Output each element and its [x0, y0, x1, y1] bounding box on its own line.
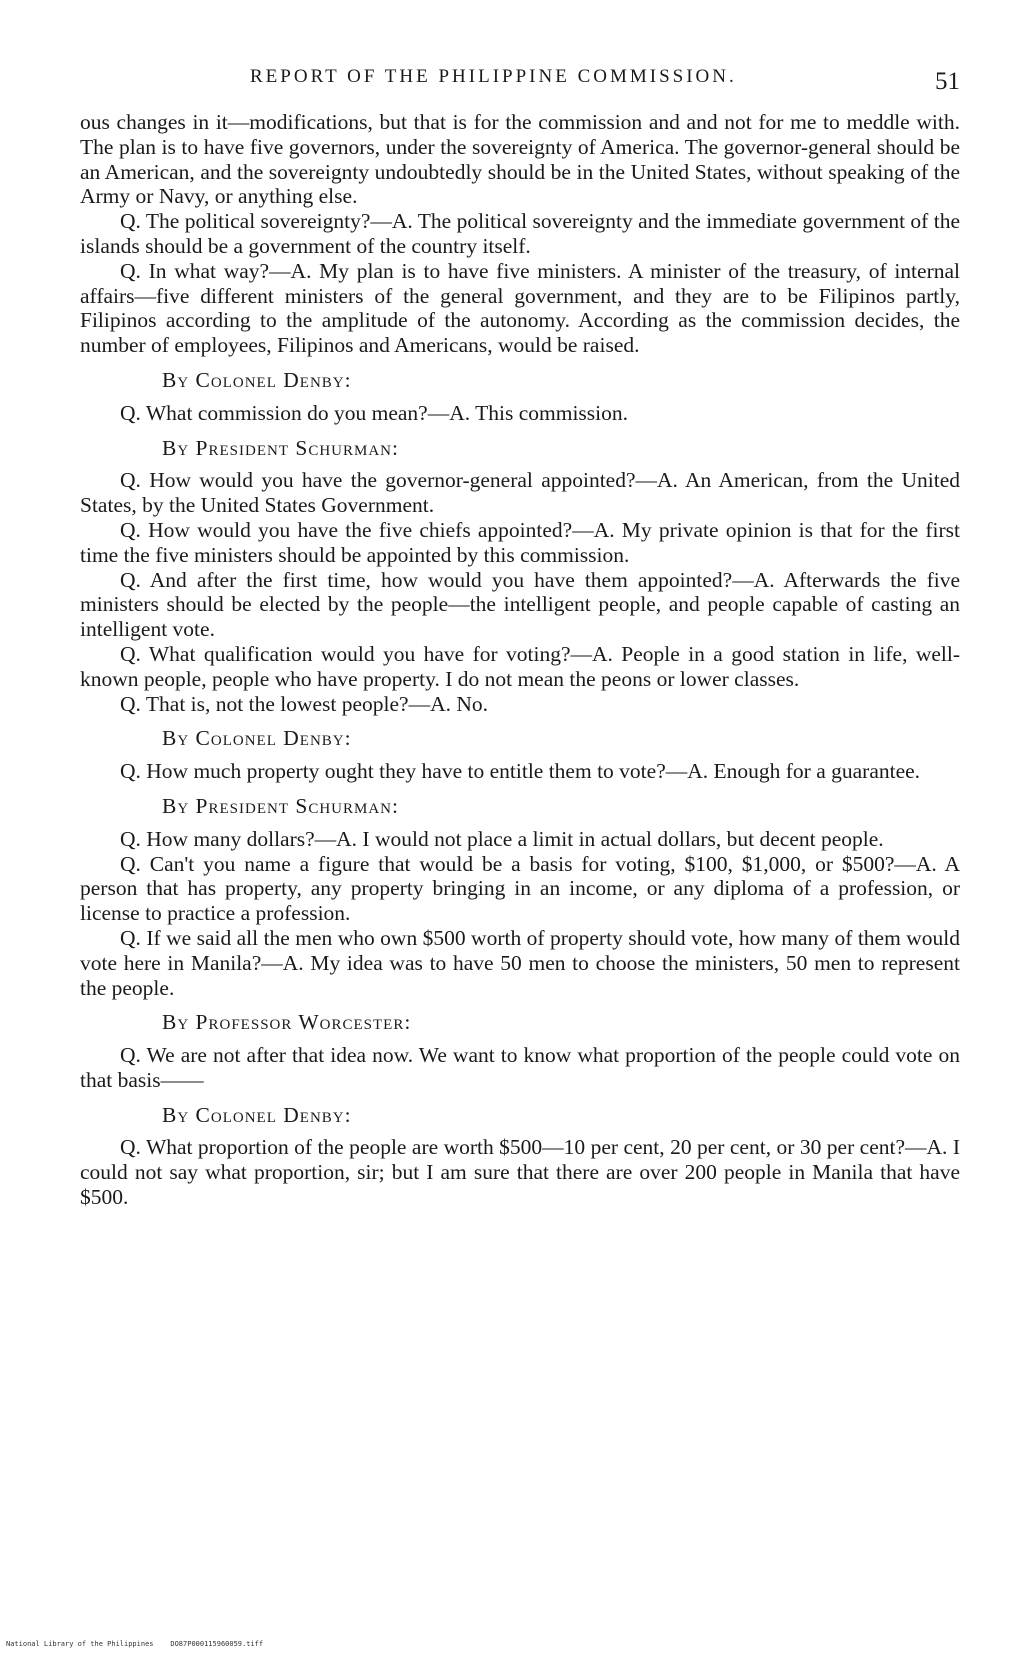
library-credit: National Library of the Philippines	[6, 1640, 154, 1648]
speaker-heading: By Colonel Denby:	[162, 367, 352, 392]
running-title: REPORT OF THE PHILIPPINE COMMISSION.	[250, 66, 737, 87]
question-paragraph: Q. How would you have the five chiefs appointed?—A. My private opinion is that for the first time the five ministers should be appointed by this commission.	[80, 517, 960, 567]
speaker-heading: By Professor Worcester:	[162, 1010, 412, 1035]
question-paragraph: Q. How much property ought they have to entitle them to vote?—A. Enough for a guarantee.	[120, 759, 921, 784]
question-paragraph: Q. How many dollars?—A. I would not place a limit in actual dollars, but decent people.	[120, 826, 884, 851]
question-paragraph: Q. We are not after that idea now. We want to know what proportion of the people could vote on that basis——	[80, 1043, 960, 1092]
speaker-heading: By President Schurman:	[162, 793, 399, 818]
question-paragraph: Q. How would you have the governor-general appointed?—A. An American, from the United States, by the United States Government.	[80, 468, 960, 518]
question-paragraph: Q. What qualification would you have for voting?—A. People in a good station in life, well-known people, people who have property. I do not mean the peons or lower classes.	[80, 641, 960, 691]
page-number: 51	[935, 68, 960, 95]
question-paragraph: Q. In what way?—A. My plan is to have five ministers. A minister of the treasury, of internal affairs—five different ministers of the general government, and they are to be Filipinos partly, Filipinos according to the amplitude of the autonomy. According as the commission decides, the number of employees, Filipinos and Americans, would be raised.	[80, 258, 960, 358]
question-paragraph: Q. Can't you name a figure that would be a basis for voting, $100, $1,000, or $500?—A. A person that has property, any property bringing in an income, or any diploma of a profession, or license to practice a profession.	[80, 851, 960, 926]
question-paragraph: Q. The political sovereignty?—A. The political sovereignty and the immediate government of the islands should be a government of the country itself.	[80, 209, 960, 258]
scan-footer	[6, 1640, 263, 1648]
page-body	[80, 110, 960, 1210]
scan-filename: DO87P000115960059.tiff	[170, 1640, 264, 1648]
page-header	[80, 60, 960, 100]
speaker-heading: By Colonel Denby:	[162, 1102, 352, 1127]
speaker-heading: By President Schurman:	[162, 435, 399, 460]
question-paragraph: Q. What commission do you mean?—A. This commission.	[120, 400, 629, 425]
question-paragraph: Q. That is, not the lowest people?—A. No.	[120, 691, 489, 716]
speaker-heading: By Colonel Denby:	[162, 726, 352, 751]
question-paragraph: Q. What proportion of the people are worth $500—10 per cent, 20 per cent, or 30 per cent?—A. I could not say what proportion, sir; but I am sure that there are over 200 people in Manila that have $500.	[80, 1135, 960, 1210]
question-paragraph: Q. If we said all the men who own $500 worth of property should vote, how many of them would vote here in Manila?—A. My idea was to have 50 men to choose the ministers, 50 men to represent the people.	[80, 925, 960, 1000]
paragraph-continued: ous changes in it—modifications, but that is for the commission and and not for me to meddle with. The plan is to have five governors, under the sovereignty of America. The governor-general should be an American, and the sovereignty undoubtedly should be in the United States, without speaking of the Army or Navy, or anything else.	[80, 110, 960, 209]
question-paragraph: Q. And after the first time, how would you have them appointed?—A. Afterwards the five ministers should be elected by the people—the intelligent people, and people capable of casting an intelligent vote.	[80, 567, 960, 642]
